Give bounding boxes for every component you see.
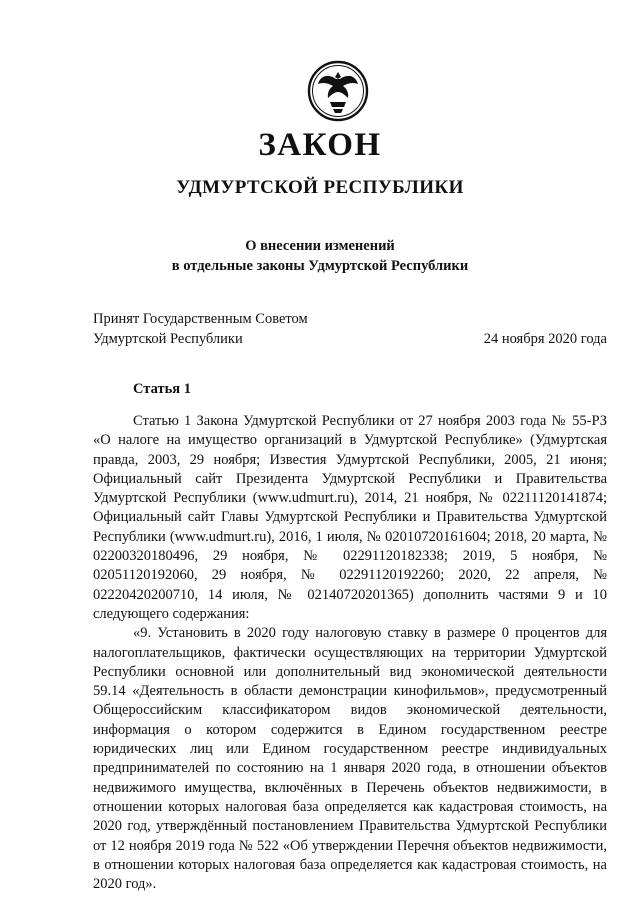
paragraph: Статью 1 Закона Удмуртской Республики от 27 ноября 2003 года № 55-РЗ «О налоге на имущество организаций в Удмуртской Республике» (Удмуртская правда, 2003, 29 ноября; Известия Удмуртской Республики, 2005, 21 июня; Официальный сайт Президента Удмуртской Республики и Правительства Удмуртской Республики (www.udmurt.ru), 2014, 21 ноября, № 02211120141874; Официальный сайт Главы Удмуртской Республики и Правительства Удмуртской Республики (www.udmurt.ru), 2016, 1 июля, № 02010720161604; 2018, 20 марта, № 02200320180496, 29 ноября, № 02291120182338; 2019, 5 ноября, № 02051120192060, 29 ноября, № 02291120192260; 2020, 22 апреля, № 02220420200710, 14 июля, № 02140720201365) дополнить частями 9 и 10 следующего содержания: [93, 413, 607, 622]
article-body [93, 412, 607, 894]
adopted-by-line-2: Удмуртской Республики [93, 331, 243, 347]
paragraph: «9. Установить в 2020 году налоговую ставку в размере 0 процентов для налогоплательщиков, фактически осуществляющих на территории Удмуртской Республики основной или дополнительный вид экономической деятельности 59.14 «Деятельность в области демонстрации кинофильмов», предусмотренный Общероссийским классификатором видов экономической деятельности, информация о котором содержится в Едином государственном реестре юридических лиц или Едином государственном реестре индивидуальных предпринимателей по состоянию на 1 января 2020 года, в отношении объектов недвижимого имущества, включённых в Перечень объектов недвижимости, в отношении которых налоговая база определяется как кадастровая стоимость, на 2020 год, утверждённый постановлением Правительства Удмуртской Республики от 12 ноября 2019 года № 522 «Об утверждении Перечня объектов недвижимости, в отношении которых налоговая база определяется как кадастровая стоимость, на 2020 год». [93, 625, 607, 893]
law-heading-line-1: О внесении изменений [245, 238, 395, 254]
udmurt-coat-of-arms-icon [306, 58, 370, 122]
adoption-date: 24 ноября 2020 года [483, 331, 607, 347]
document-title: ЗАКОН [258, 127, 382, 163]
law-heading-line-2: в отдельные законы Удмуртской Республики [171, 258, 469, 274]
document-subtitle: УДМУРТСКОЙ РЕСПУБЛИКИ [176, 177, 464, 198]
article-heading: Статья 1 [133, 381, 191, 397]
adopted-by-line-1: Принят Государственным Советом [93, 311, 308, 327]
